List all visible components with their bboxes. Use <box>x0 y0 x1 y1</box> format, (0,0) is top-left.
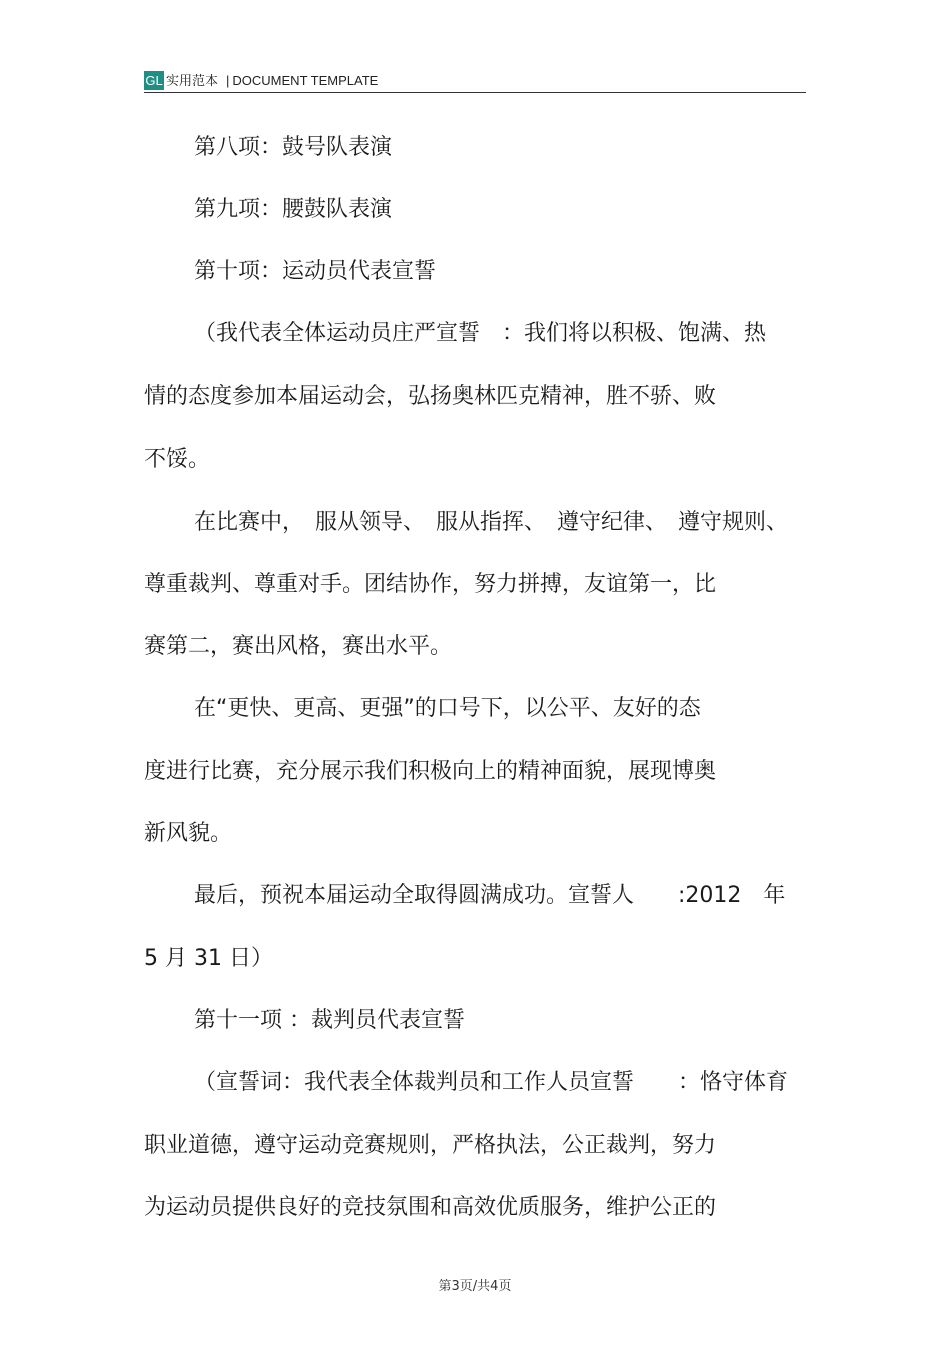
text-line: 第九项：腰鼓队表演 <box>194 197 393 222</box>
header-separator: | <box>226 73 230 88</box>
page-header <box>144 70 806 93</box>
text-line: 职业道德，遵守运动竞赛规则，严格执法，公正裁判，努力 <box>144 1133 717 1158</box>
text-line: 为运动员提供良好的竞技氛围和高效优质服务，维护公正的 <box>144 1195 717 1220</box>
text-line: 第十项：运动员代表宣誓 <box>194 259 437 284</box>
text-line: 5 月 31 日） <box>144 946 273 971</box>
header-title: 实用范本 <box>166 73 219 88</box>
text-line: 度进行比赛，充分展示我们积极向上的精神面貌，展现博奥 <box>144 759 717 784</box>
page-number: 第3页/共4页 <box>438 1279 512 1294</box>
text-line: 第十一项 ：裁判员代表宣誓 <box>194 1008 465 1033</box>
text-line: 最后，预祝本届运动全取得圆满成功。宣誓人 :2012 年 <box>194 883 786 908</box>
text-line: 新风貌。 <box>144 821 233 846</box>
text-line: 在“更快、更高、更强”的口号下，以公平、友好的态 <box>194 696 701 721</box>
text-line: 尊重裁判、尊重对手。团结协作，努力拼搏，友谊第一，比 <box>144 572 717 597</box>
header-subtitle: DOCUMENT TEMPLATE <box>232 73 379 88</box>
text-line: 情的态度参加本届运动会，弘扬奥林匹克精神，胜不骄、败 <box>144 384 717 409</box>
text-line: 在比赛中， 服从领导、 服从指挥、 遵守纪律、 遵守规则、 <box>194 510 789 535</box>
text-line: 不馁。 <box>144 447 211 472</box>
text-line: （宣誓词：我代表全体裁判员和工作人员宣誓 ：恪守体育 <box>194 1070 789 1095</box>
text-line: （我代表全体运动员庄严宣誓 ：我们将以积极、饱满、热 <box>194 321 767 346</box>
text-line: 赛第二，赛出风格，赛出水平。 <box>144 634 453 659</box>
gl-logo: GL <box>145 73 163 88</box>
text-line: 第八项：鼓号队表演 <box>194 135 393 160</box>
header-title-group <box>166 72 378 90</box>
